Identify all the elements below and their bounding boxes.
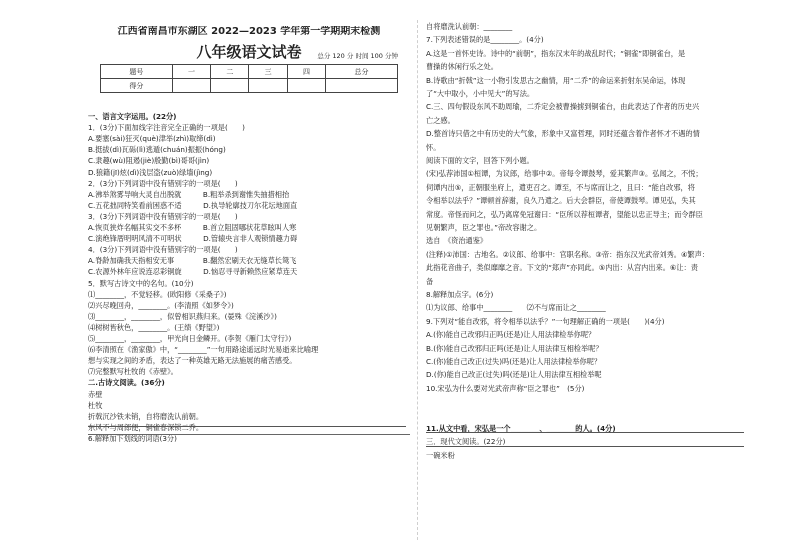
text-line: A.恢页狭炸名幅其实交不多杯 B.首立阻固哪状花草眩叫人寒: [88, 223, 297, 232]
score-cell: 总分: [326, 65, 398, 79]
left-column: [88, 0, 410, 560]
text-line: 亡之感。: [426, 115, 455, 125]
score-cell: 三: [249, 65, 287, 79]
text-line: ⑷树树皆秋色，________。(王绩《野望》): [88, 322, 220, 332]
text-line: 见朝繁声，臣之罪也。”帝改容谢之。: [426, 223, 542, 232]
text-line: 选自 《资治通鉴》: [426, 236, 488, 246]
score-time-info: 总分 120 分 时间 100 分钟: [317, 52, 398, 60]
score-cell: 二: [211, 65, 249, 79]
text-line: 7.下列表述错误的是________。(4分): [426, 35, 544, 45]
text-line: ⑹李清照在《渔家傲》中，“________”一句用路途遥远时光易逝来比喻理: [88, 345, 319, 355]
text-line: 2．(3分)下列词语中没有错别字的一项是( ): [88, 178, 238, 188]
score-table-score-row: [101, 79, 398, 93]
score-cell: [287, 79, 325, 93]
text-line: 9.下列对“能自改邪，将令相举以法乎？”一句理解正确的一项是( )(4分): [426, 316, 665, 326]
text-line: 6.解释加下划线的词语(3分): [88, 433, 177, 443]
text-line: A.(你)能自己改邪归正吗(还是)让人用法律检举你呢？: [426, 330, 596, 340]
text-line: 赤壁: [88, 389, 103, 399]
text-line: 三．现代文阅读。(22分): [426, 437, 506, 447]
text-line: A.脊龄加确我天指相安无事 B.翻然宏刷天衣无缝草长鸳飞: [88, 256, 297, 266]
text-line: 8.解释加点字。(6分): [426, 290, 494, 299]
score-cell: [249, 79, 287, 93]
text-line: C.(你)能自己改正(过失)吗(还是)让人用法律检举你呢？: [426, 357, 602, 366]
text-line: A.要塞(sài)狂灭(què)津举(zhì)取缔(dì): [88, 134, 216, 144]
text-line: ⑵兴尽晚回舟，________。(李清照《如梦令》): [88, 300, 234, 310]
score-cell: 一: [172, 65, 210, 79]
text-line: 了“大中取小，小中见大”的写法。: [426, 89, 535, 98]
score-cell: 题号: [101, 65, 173, 79]
answer-blank-line: [88, 426, 406, 427]
text-line: 伺谭内出⑤，正朝服坐府上，遣吏召之。谭至，不与席而让之，且曰：“能自改邪，将: [426, 182, 695, 192]
text-line: 怀。: [426, 142, 441, 152]
text-line: 令相举以法乎？”谭顿首辞谢，良久乃遣之。后大会群臣，帝使谭鼓琴。谭见弘，失其: [426, 196, 696, 206]
text-line: 11.从文中看，宋弘是一个________、________的人。(4分): [426, 424, 616, 433]
answer-blank-line: [426, 432, 744, 433]
text-line: ⑴为议郎、给事中________ ⑵不与席而让之________: [426, 303, 606, 313]
text-line: 此指花音曲子，类似靡靡之音。下文的“郑声”亦同此。⑤内出：从宫内出来。⑥让：责: [426, 263, 698, 273]
text-line: 1．(3分)下面加线字注音完全正确的一项是( ): [88, 123, 245, 133]
text-line: 折戟沉沙铁未销，自将磨洗认前朝。: [88, 411, 204, 421]
section-divider: [88, 434, 410, 435]
text-line: (宋)弘荐沛国①桓谭，为议郎，给事中②。帝每令谭鼓琴，爱其繁声③。弘闻之，不悦；: [426, 169, 703, 179]
score-cell: [172, 79, 210, 93]
text-line: ⑺完整默写杜牧的《赤壁》。: [88, 367, 178, 377]
score-cell: 四: [287, 65, 325, 79]
text-line: 想与实现之间的矛盾，表达了一种英雄无路无法施展的痛苦感受。: [88, 356, 297, 366]
text-line: (注释)①沛国：古地名。②议郎、给事中：官职名称。③帝：指东汉光武帝刘秀。④繁声：: [426, 249, 709, 259]
text-line: A.这是一首怀史诗。诗中的“前朝”，指东汉末年的战乱时代；“铜雀”即铜雀台，是: [426, 48, 686, 58]
text-line: B.诗歌由“折戟”这一小物引发思古之幽情，用“二乔”的命运来折射东吴命运，体现: [426, 75, 686, 85]
text-line: 二.古诗文阅读。(36分): [88, 378, 165, 388]
score-cell: [211, 79, 249, 93]
text-line: 3．(3分)下列词语中没有错别字的一项是( ): [88, 211, 238, 221]
text-line: 曹操的休闲行乐之处。: [426, 62, 498, 72]
text-line: C.五花拙同特笑看前困惑不适 D.执导轮廓技刀尔花坛地面直: [88, 200, 298, 210]
text-line: 4．(3分)下列词语中没有错别字的一项是( ): [88, 245, 238, 255]
text-line: D.整首诗只借之中有历史的大气象，形象中又富哲理，同时还蕴含着作者怀才不遇的情: [426, 129, 700, 139]
text-line: 5．默写古诗文中的名句。(10分): [88, 278, 194, 288]
center-fold-divider: [417, 20, 418, 540]
text-line: C.隶趣(wù)阻遏(jiè)殷勤(bì)哥哥(jìn): [88, 156, 210, 166]
text-line: 一、语言文字运用。(22分): [88, 112, 177, 121]
text-line: 备: [426, 276, 434, 286]
text-line: ⑸________，________，甲光向日金鳞开。(李贺《雁门太守行》): [88, 334, 292, 343]
text-line: C.演绝锋厝明明风清不可明状 D.管辕央言非人观锁情趣力碍: [88, 234, 298, 244]
text-line: A.沸举煞雾导响大灵自出脱就 B.粗举杀到谢惟失抽措相抬: [88, 189, 290, 199]
text-line: C.农源外林年应说连忍彩铜旋 D.恼忍寻寻新赖然应紧草连天: [88, 267, 298, 277]
text-line: 阅读下面的文字，回答下列小题。: [426, 156, 534, 165]
text-line: 自将磨洗认前朝：________: [426, 22, 513, 31]
exam-title: 江西省南昌市东湖区 2022—2023 学年第一学期期末检测: [117, 26, 381, 37]
exam-subtitle-text: 八年级语文试卷: [196, 44, 302, 60]
exam-subtitle: [88, 44, 410, 60]
right-column: [426, 0, 748, 560]
score-cell: 得分: [101, 79, 173, 93]
score-cell: [326, 79, 398, 93]
text-line: D.(你)能自己改正(过失)吗(还是)让人用法律互相检举呢: [426, 370, 602, 380]
text-line: ⑴________，不觉轻移。(欧阳修《采桑子》): [88, 289, 227, 299]
text-line: D.狼籍(jī)炫(dì)浅层盗(zuò)绿墙(jìng): [88, 167, 213, 177]
text-line: 杜牧: [88, 400, 103, 410]
text-line: 10.宋弘为什么要对光武帝声称“臣之罪也” (5分): [426, 383, 585, 393]
text-line: B.挺拔(dì)瓦砾(lì)逃遁(chuán)振振(hóng): [88, 145, 226, 155]
text-line: 东风不与周郎便，铜雀春深锁二乔。: [88, 422, 204, 432]
answer-blank-line: [426, 446, 744, 447]
text-line: 常度。帝怪而问之，弘乃离席免冠谢曰：“臣所以荐桓谭者，望能以忠正导主；而令群臣: [426, 209, 703, 219]
text-line: 一碗米粉: [426, 450, 455, 460]
text-line: C.三、四句假设东风不助周瑜，二乔定会被曹操掳到铜雀台，由此表达了作者的历史兴: [426, 102, 700, 112]
text-line: ⑶________，________，似曾相识燕归来。(晏殊《浣溪沙》): [88, 311, 277, 321]
score-table: [100, 64, 398, 93]
score-table-header-row: [101, 65, 398, 79]
text-line: B.(你)能自己改邪归正吗(还是)让人用法律互相检举呢？: [426, 343, 603, 353]
